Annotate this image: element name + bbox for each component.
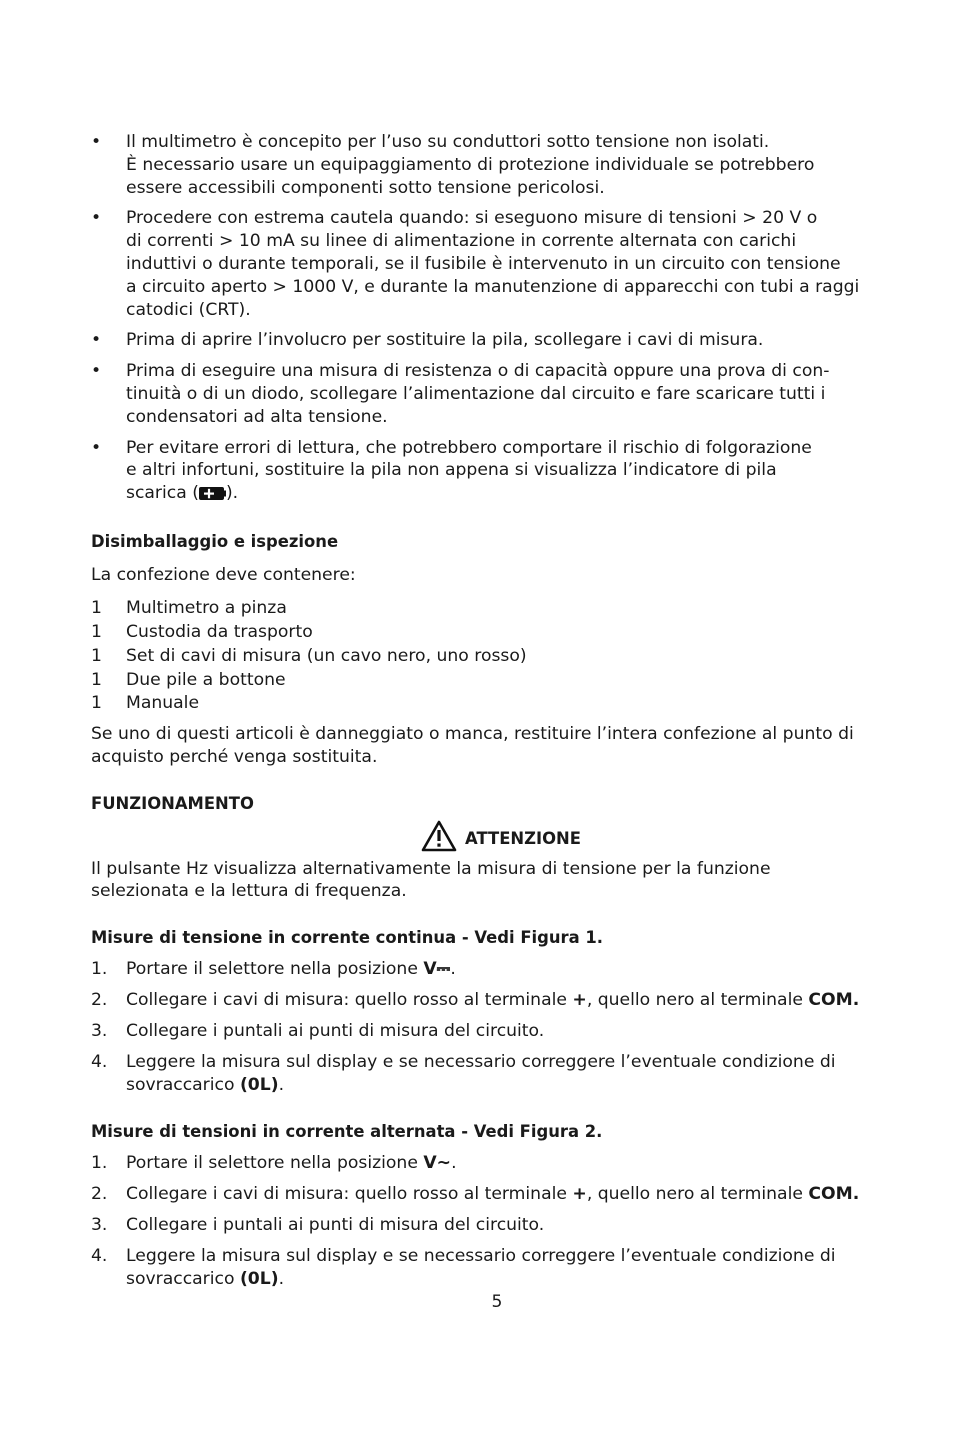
text-line: Prima di aprire l’involucro per sostituire la pila, scollegare i cavi di misura. — [126, 330, 764, 351]
warning-label: ATTENZIONE — [465, 829, 581, 849]
list-item — [91, 621, 911, 644]
bullet: • — [91, 208, 102, 229]
step-number: 1. — [91, 959, 108, 980]
section-heading-unpacking: Disimballaggio e ispezione — [91, 531, 339, 551]
list-item — [91, 692, 911, 715]
list-item — [91, 597, 911, 620]
bullet: • — [91, 132, 102, 152]
section-heading-dc-voltage: Misure di tensione in corrente continua - Vedi Figura 1. — [91, 928, 604, 948]
step-number: 2. — [91, 1183, 108, 1204]
item-label: Manuale — [126, 693, 200, 714]
step-number: 1. — [91, 1152, 108, 1173]
bullet: • — [91, 330, 102, 351]
text-line: induttivi o durante temporali, se il fusibile è intervenuto in un circuito con tensione — [126, 253, 841, 274]
safety-warnings-list — [91, 131, 911, 507]
text-line: È necessario usare un equipaggiamento di protezione individuale se potrebbero — [126, 154, 815, 175]
list-item — [91, 437, 911, 507]
warning-callout — [91, 824, 911, 856]
list-item: 3. Collegare i puntali ai punti di misura del circuito. — [91, 1214, 545, 1235]
text-line: Se uno di questi articoli è danneggiato o manca, restituire l’intera confezione al punto di — [91, 724, 854, 745]
item-quantity: 1 — [91, 621, 102, 642]
step-number: 4. — [91, 1246, 108, 1267]
text-line: e altri infortuni, sostituire la pila non appena si visualizza l’indicatore di pila — [126, 460, 777, 481]
text-line: Il multimetro è concepito per l’uso su conduttori sotto tensione non isolati. — [126, 132, 770, 152]
item-quantity: 1 — [91, 597, 102, 618]
item-label: Due pile a bottone — [126, 669, 286, 690]
item-quantity: 1 — [91, 693, 102, 714]
section-heading-ac-voltage: Misure di tensioni in corrente alternata - Vedi Figura 2. — [91, 1121, 603, 1141]
list-item: 2. Collegare i cavi di misura: quello rosso al terminale +, quello nero al terminale COM. — [91, 1183, 860, 1204]
text-line: acquisto perché venga sostituita. — [91, 747, 378, 768]
text-line: Prima di eseguire una misura di resistenza o di capacità oppure una prova di con- — [126, 361, 830, 382]
step-number: 3. — [91, 1021, 108, 1042]
text-line: a circuito aperto > 1000 V, e durante la manutenzione di apparecchi con tubi a raggi — [126, 276, 860, 297]
list-item: 4. Leggere la misura sul display e se necessario correggere l’eventuale condizione di sovraccarico (0L). — [91, 1246, 836, 1289]
dc-voltage-symbol: V⎓ — [423, 959, 451, 980]
ac-voltage-symbol: V∼ — [423, 1152, 452, 1173]
item-label: Set di cavi di misura (un cavo nero, uno rosso) — [126, 645, 527, 666]
list-item: 1. Portare il selettore nella posizione V∼. — [91, 1152, 457, 1173]
text-line: scarica ( ). — [126, 482, 911, 507]
list-item — [91, 669, 911, 692]
step-number: 3. — [91, 1214, 108, 1235]
text-line: Procedere con estrema cautela quando: si eseguono misure di tensioni > 20 V o — [126, 208, 818, 229]
document-page — [91, 131, 911, 1299]
dc-voltage-steps — [91, 958, 911, 1097]
item-quantity: 1 — [91, 669, 102, 690]
warning-triangle-icon — [421, 820, 465, 859]
ac-voltage-steps — [91, 1152, 911, 1291]
list-item — [91, 131, 911, 199]
list-item — [91, 645, 911, 668]
package-contents-intro: La confezione deve contenere: — [91, 564, 356, 585]
item-label: Multimetro a pinza — [126, 597, 287, 618]
list-item: 1. Portare il selettore nella posizione V⎓. — [91, 959, 456, 980]
text-line: essere accessibili componenti sotto tensione pericolosi. — [126, 177, 605, 198]
list-item: 2. Collegare i cavi di misura: quello rosso al terminale +, quello nero al terminale COM. — [91, 990, 860, 1011]
text-line: condensatori ad alta tensione. — [126, 406, 388, 427]
page-number: 5 — [491, 1292, 503, 1312]
package-contents-list — [91, 597, 911, 716]
hz-button-description — [91, 858, 911, 904]
list-item: 4. Leggere la misura sul display e se necessario correggere l’eventuale condizione di sovraccarico (0L). — [91, 1052, 836, 1096]
list-item: 3. Collegare i puntali ai punti di misura del circuito. — [91, 1021, 545, 1042]
bullet: • — [91, 361, 102, 382]
text-line: catodici (CRT). — [126, 299, 251, 320]
text-line: Per evitare errori di lettura, che potrebbero comportare il rischio di folgorazione — [126, 437, 812, 458]
step-number: 4. — [91, 1052, 108, 1073]
text-line: di correnti > 10 mA su linee di alimentazione in corrente alternata con carichi — [126, 231, 797, 252]
list-item — [91, 329, 911, 352]
list-item — [91, 207, 911, 321]
item-quantity: 1 — [91, 645, 102, 666]
section-heading-operation: FUNZIONAMENTO — [91, 793, 254, 813]
step-number: 2. — [91, 990, 108, 1011]
text-line: selezionata e la lettura di frequenza. — [91, 881, 407, 902]
low-battery-icon — [199, 484, 226, 507]
text-line: Il pulsante Hz visualizza alternativamente la misura di tensione per la funzione — [91, 858, 771, 879]
list-item — [91, 360, 911, 428]
text-line: tinuità o di un diodo, scollegare l’alimentazione dal circuito e fare scaricare tutti i — [126, 383, 826, 404]
missing-items-note — [91, 723, 911, 769]
item-label: Custodia da trasporto — [126, 621, 313, 642]
bullet: • — [91, 437, 102, 458]
